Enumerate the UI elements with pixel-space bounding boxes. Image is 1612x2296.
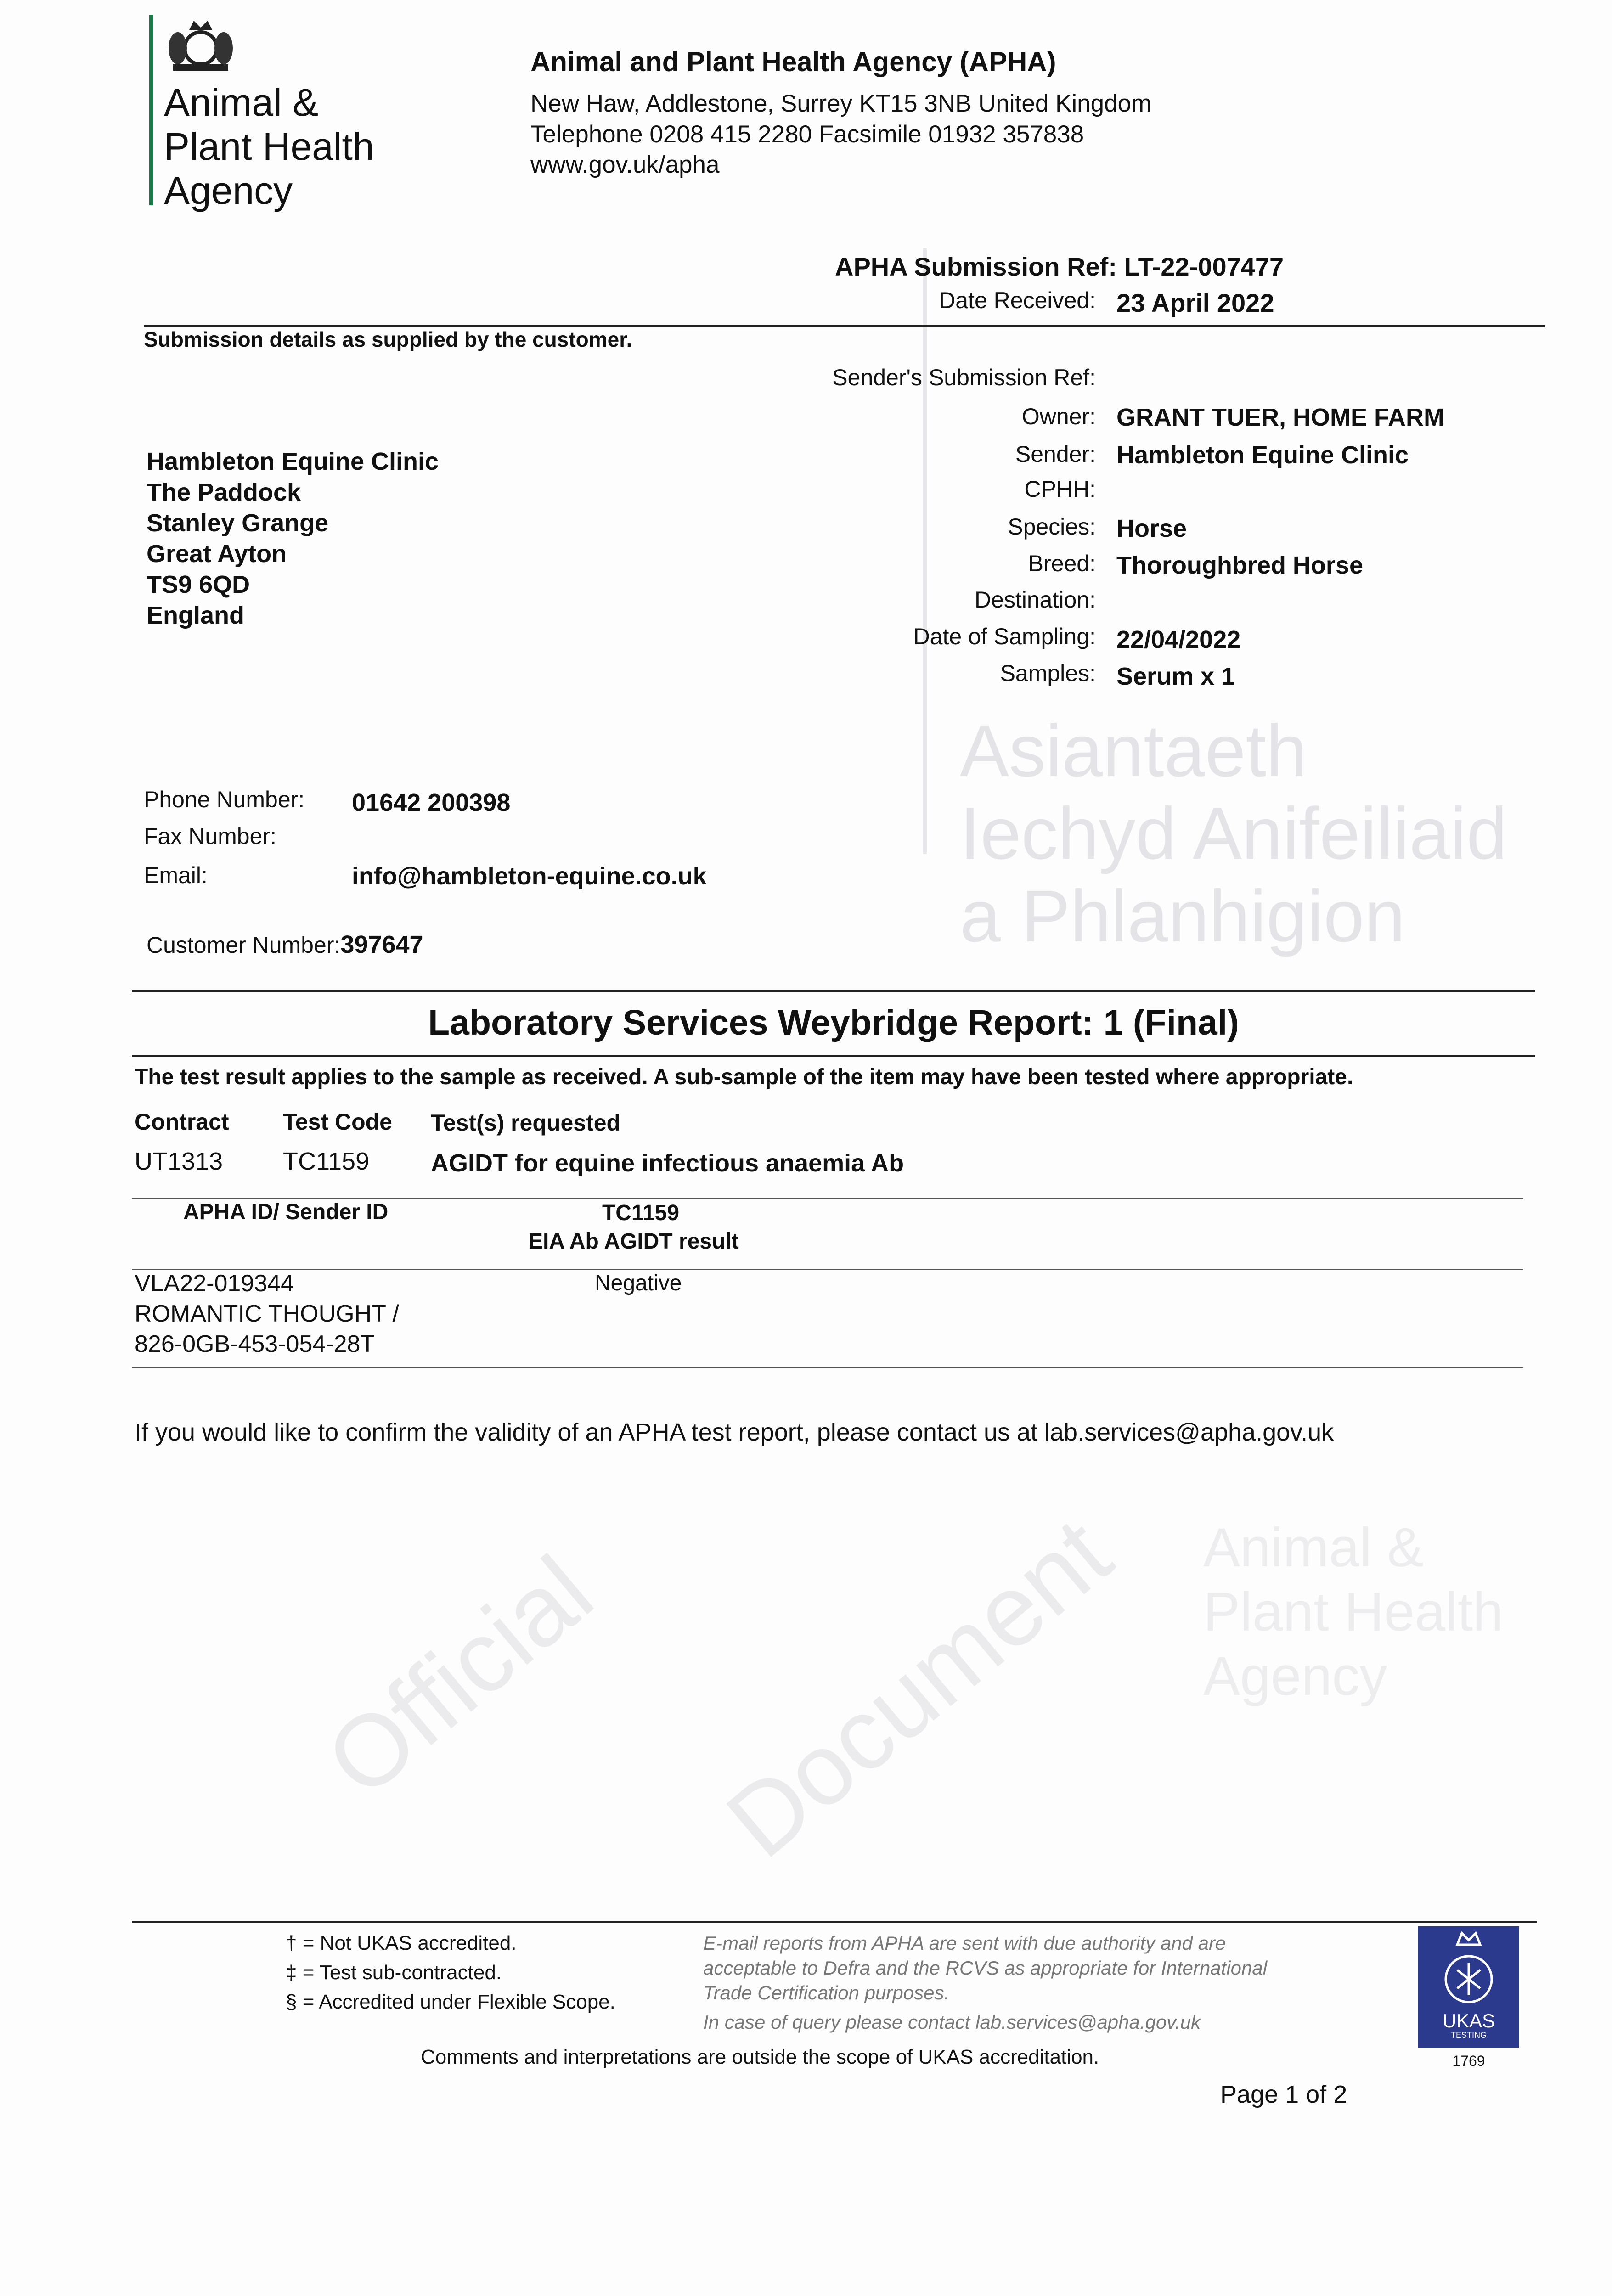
address-line: The Paddock xyxy=(147,478,301,506)
fax-label: Fax Number: xyxy=(144,823,276,849)
customer-address xyxy=(147,446,439,631)
wm-line: Iechyd Anifeiliaid xyxy=(960,792,1507,874)
logo-line: Plant Health xyxy=(164,125,374,168)
watermark-document: Document xyxy=(705,1496,1131,1879)
id-header: APHA ID/ Sender ID xyxy=(183,1200,389,1224)
sender-id: ROMANTIC THOUGHT / xyxy=(135,1300,399,1327)
legend-item: ‡ = Test sub-contracted. xyxy=(286,1961,502,1984)
logo-line: Animal & xyxy=(164,81,319,124)
customer-label: Customer Number: xyxy=(147,932,341,958)
legend-item: † = Not UKAS accredited. xyxy=(286,1932,517,1954)
agency-web[interactable]: www.gov.uk/apha xyxy=(530,151,720,178)
email-note-line: acceptable to Defra and the RCVS as appropriate for International xyxy=(703,1957,1268,1979)
phone-value: 01642 200398 xyxy=(352,789,511,816)
result-value: Negative xyxy=(595,1271,682,1295)
wm-line: Agency xyxy=(1203,1645,1387,1707)
result-header: EIA Ab AGIDT result xyxy=(528,1229,739,1254)
watermark-english xyxy=(1203,1515,1504,1708)
samples-value: Serum x 1 xyxy=(1116,663,1235,690)
email-value[interactable]: info@hambleton-equine.co.uk xyxy=(352,862,707,890)
test-code-value: TC1159 xyxy=(283,1148,370,1175)
detail-label: Date of Sampling: xyxy=(913,624,1096,649)
details-heading: Submission details as supplied by the customer. xyxy=(144,327,632,351)
owner-value: GRANT TUER, HOME FARM xyxy=(1116,404,1444,431)
agency-address: New Haw, Addlestone, Surrey KT15 3NB United Kingdom xyxy=(530,90,1152,117)
detail-label: Samples: xyxy=(1000,660,1096,686)
email-note-line: E-mail reports from APHA are sent with due authority and are xyxy=(703,1932,1226,1954)
watermark-document-box xyxy=(689,1492,1148,1883)
report-note: The test result applies to the sample as received. A sub-sample of the item may have been tested where appropriate. xyxy=(135,1065,1353,1089)
customer-number xyxy=(147,930,423,959)
detail-label: Species: xyxy=(1008,514,1096,540)
ref-label: APHA Submission Ref: xyxy=(835,252,1117,281)
apha-id: VLA22-019344 xyxy=(135,1270,294,1297)
watermark-official: Official xyxy=(305,1534,613,1818)
divider xyxy=(132,1921,1537,1923)
date-received-label: Date Received: xyxy=(939,287,1096,313)
watermark-bar xyxy=(923,248,927,854)
breed-value: Thoroughbred Horse xyxy=(1116,551,1363,579)
logo-bar xyxy=(149,15,153,205)
watermark-welsh xyxy=(960,709,1507,957)
date-received: 23 April 2022 xyxy=(1116,288,1274,317)
wm-line: Animal & xyxy=(1203,1517,1424,1578)
page-number: Page 1 of 2 xyxy=(1220,2081,1347,2108)
divider xyxy=(132,1367,1523,1368)
divider xyxy=(132,990,1535,992)
address-line: Hambleton Equine Clinic xyxy=(147,448,439,475)
logo-text xyxy=(164,80,374,213)
logo-line: Agency xyxy=(164,169,293,212)
ref-value: LT-22-007477 xyxy=(1124,252,1284,281)
agency-name: Animal and Plant Health Agency (APHA) xyxy=(530,46,1056,77)
wm-line: Asiantaeth xyxy=(960,709,1308,792)
royal-crest-icon xyxy=(164,18,237,73)
test-code-header: Test Code xyxy=(283,1109,392,1135)
address-line: TS9 6QD xyxy=(147,571,250,598)
detail-label: Sender: xyxy=(1015,441,1096,467)
divider xyxy=(132,1055,1535,1057)
ukas-text: UKAS xyxy=(1442,2010,1495,2032)
sampling-date-value: 22/04/2022 xyxy=(1116,626,1241,653)
detail-label: CPHH: xyxy=(1024,476,1096,502)
contract-value: UT1313 xyxy=(135,1148,223,1175)
validity-note: If you would like to confirm the validity of an APHA test report, please contact us at lab.services@apha.gov.uk xyxy=(135,1418,1334,1446)
tests-header: Test(s) requested xyxy=(431,1110,621,1136)
phone-label: Phone Number: xyxy=(144,787,305,812)
result-row-id xyxy=(135,1268,399,1359)
footer-legend xyxy=(286,1929,615,2017)
submission-ref xyxy=(835,252,1284,281)
detail-label: Owner: xyxy=(1021,404,1096,429)
legend-item: § = Accredited under Flexible Scope. xyxy=(286,1991,615,2013)
address-line: England xyxy=(147,602,244,629)
contract-header: Contract xyxy=(135,1109,229,1135)
report-title: Laboratory Services Weybridge Report: 1 (Final) xyxy=(428,1003,1239,1042)
agency-phone: Telephone 0208 415 2280 Facsimile 01932 357838 xyxy=(530,121,1084,148)
tests-value: AGIDT for equine infectious anaemia Ab xyxy=(431,1149,904,1177)
detail-label: Breed: xyxy=(1028,551,1096,576)
wm-line: a Phlanhigion xyxy=(960,875,1405,957)
address-line: Stanley Grange xyxy=(147,509,329,537)
detail-label: Sender's Submission Ref: xyxy=(832,365,1096,390)
ukas-logo xyxy=(1418,1926,1519,2048)
passport-id: 826-0GB-453-054-28T xyxy=(135,1331,375,1357)
code-header: TC1159 xyxy=(602,1201,680,1225)
query-note: In case of query please contact lab.services@apha.gov.uk xyxy=(703,2011,1201,2033)
watermark-official-box xyxy=(276,1492,643,1860)
comments-note: Comments and interpretations are outside the scope of UKAS accreditation. xyxy=(421,2046,1099,2068)
sender-value: Hambleton Equine Clinic xyxy=(1116,441,1409,469)
email-note-line: Trade Certification purposes. xyxy=(703,1982,950,2003)
ukas-sub: TESTING xyxy=(1450,2031,1487,2040)
customer-value: 397647 xyxy=(340,931,423,958)
email-note xyxy=(703,1931,1267,2005)
email-label: Email: xyxy=(144,862,208,888)
address-line: Great Ayton xyxy=(147,540,287,568)
ukas-crown-icon xyxy=(1418,1926,1519,2009)
ukas-number: 1769 xyxy=(1452,2053,1485,2069)
detail-label: Destination: xyxy=(974,587,1096,613)
wm-line: Plant Health xyxy=(1203,1581,1504,1643)
species-value: Horse xyxy=(1116,515,1187,542)
